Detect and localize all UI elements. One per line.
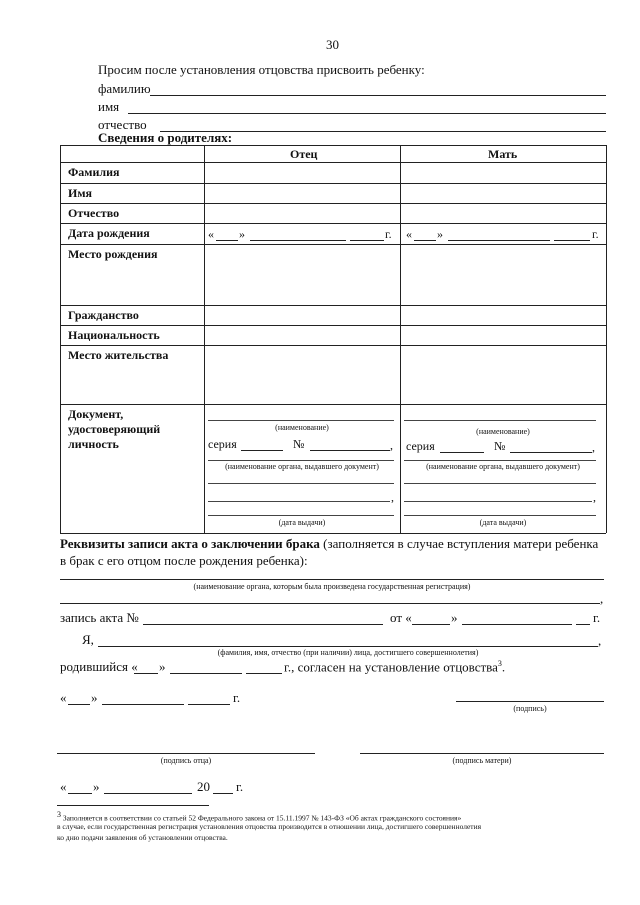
- father-number-field[interactable]: [310, 450, 390, 451]
- row-label-id-document-3: личность: [68, 437, 119, 451]
- signature-field[interactable]: [456, 701, 604, 702]
- row-line: [60, 183, 606, 184]
- father-series-field[interactable]: [241, 450, 283, 451]
- footnote-mark: 3: [57, 810, 61, 819]
- final-day-field[interactable]: [68, 793, 92, 794]
- parents-heading: Сведения о родителях:: [98, 130, 233, 145]
- consent-text-main: г., согласен на установление отцовства: [284, 659, 498, 675]
- header-father: Отец: [290, 147, 318, 161]
- mother-comma: ,: [592, 440, 595, 454]
- father-comma-2: ,: [391, 490, 394, 504]
- row-line: [60, 305, 606, 306]
- sign-day-field[interactable]: [68, 704, 90, 705]
- father-signature-field[interactable]: [57, 753, 315, 754]
- mother-birth-day-field[interactable]: [414, 240, 436, 241]
- registration-org-caption: (наименование органа, которым была произведена государственная регистрация): [193, 582, 471, 591]
- mother-birth-date-close: »: [437, 227, 443, 241]
- row-line: [60, 203, 606, 204]
- child-surname-label: фамилию: [98, 81, 151, 96]
- father-birth-year-field[interactable]: [350, 240, 384, 241]
- footnote-line-2: в случае, если государственная регистрация установления отцовства производится в отношении лица, достигшего совершеннолетия: [57, 822, 482, 831]
- father-issuer-field-3[interactable]: [208, 501, 390, 502]
- born-day-field[interactable]: [134, 673, 158, 674]
- sign-date-close: »: [91, 690, 98, 705]
- footnote-separator: [57, 805, 209, 806]
- header-mother: Мать: [488, 147, 518, 161]
- mother-issuer-field-3[interactable]: [404, 501, 592, 502]
- row-label-name: Имя: [68, 186, 92, 200]
- father-series-label: серия: [208, 437, 237, 451]
- row-line: [60, 244, 606, 245]
- sign-year-suffix: г.: [233, 690, 241, 705]
- final-date-close: »: [93, 779, 100, 794]
- father-signature-caption: (подпись отца): [160, 756, 212, 765]
- father-issuer-field[interactable]: [208, 460, 394, 461]
- row-label-id-document-1: Документ,: [68, 407, 124, 421]
- footnote-ref: 3: [497, 659, 502, 668]
- record-year-field[interactable]: [576, 624, 590, 625]
- mother-birth-year-field[interactable]: [554, 240, 590, 241]
- row-label-residence: Место жительства: [68, 348, 169, 362]
- row-label-nationality: Национальность: [68, 328, 160, 342]
- mother-issuer-caption: (наименование органа, выдавшего документ): [426, 462, 580, 471]
- father-birth-date-open: «: [208, 227, 214, 241]
- declarant-fio-caption: (фамилия, имя, отчество (при наличии) лица, достигшего совершеннолетия): [217, 648, 479, 657]
- record-label: запись акта №: [60, 610, 139, 625]
- record-day-field[interactable]: [412, 624, 450, 625]
- mother-signature-field[interactable]: [360, 753, 604, 754]
- child-surname-field[interactable]: [150, 95, 606, 96]
- row-label-birth-date: Дата рождения: [68, 226, 150, 240]
- record-date-close: »: [451, 610, 458, 625]
- mother-doc-name-caption: (наименование): [476, 427, 530, 436]
- row-line: [60, 223, 606, 224]
- sign-month-field[interactable]: [102, 704, 184, 705]
- consent-period: .: [501, 659, 506, 675]
- record-number-field[interactable]: [143, 624, 383, 625]
- mother-series-label: серия: [406, 439, 435, 453]
- final-year-field[interactable]: [213, 793, 233, 794]
- registration-org-comma: ,: [600, 591, 604, 606]
- final-year-prefix: 20: [197, 779, 210, 794]
- sign-year-field[interactable]: [188, 704, 230, 705]
- born-year-field[interactable]: [246, 673, 282, 674]
- record-month-field[interactable]: [462, 624, 572, 625]
- father-issue-date-caption: (дата выдачи): [278, 518, 326, 527]
- sign-date-open: «: [60, 690, 67, 705]
- born-label: родившийся «: [60, 659, 138, 674]
- declarant-fio-field[interactable]: [98, 646, 598, 647]
- father-issuer-caption: (наименование органа, выдавшего документ): [225, 462, 379, 471]
- child-name-label: имя: [98, 99, 120, 114]
- father-birth-year-suffix: г.: [385, 227, 392, 241]
- final-date-open: «: [60, 779, 67, 794]
- row-label-birth-place: Место рождения: [68, 247, 158, 261]
- row-line: [60, 345, 606, 346]
- footnote-line-1: [57, 810, 461, 823]
- father-issue-date-field[interactable]: [208, 515, 394, 516]
- record-year-suffix: г.: [593, 610, 601, 625]
- child-name-field[interactable]: [128, 113, 606, 114]
- final-year-suffix: г.: [236, 779, 244, 794]
- marriage-heading-line2: в брак с его отцом после рождения ребенка):: [60, 553, 308, 568]
- mother-series-field[interactable]: [440, 452, 484, 453]
- father-comma: ,: [390, 438, 393, 452]
- father-number-label: №: [293, 437, 305, 451]
- footnote-line-3: ко дню подачи заявления об установлении отцовства.: [57, 833, 228, 842]
- row-label-id-document-2: удостоверяющий: [68, 422, 161, 436]
- mother-birth-month-field[interactable]: [448, 240, 550, 241]
- born-date-close: »: [159, 659, 166, 674]
- mother-issue-date-field[interactable]: [404, 515, 596, 516]
- marriage-heading-bold: Реквизиты записи акта о заключении брака: [60, 536, 320, 551]
- mother-number-label: №: [494, 439, 506, 453]
- mother-signature-caption: (подпись матери): [452, 756, 512, 765]
- marriage-heading: [60, 536, 598, 552]
- father-birth-month-field[interactable]: [250, 240, 346, 241]
- mother-doc-name-field[interactable]: [404, 420, 596, 421]
- mother-birth-year-suffix: г.: [592, 227, 599, 241]
- table-border-bottom: [60, 533, 606, 534]
- mother-birth-date-open: «: [406, 227, 412, 241]
- consent-text: [284, 659, 505, 675]
- row-label-citizenship: Гражданство: [68, 308, 139, 322]
- row-line: [60, 404, 606, 405]
- mother-issuer-field[interactable]: [404, 460, 596, 461]
- registration-org-field-2[interactable]: [60, 603, 600, 604]
- father-doc-name-field[interactable]: [208, 420, 394, 421]
- i-label: Я,: [82, 632, 94, 647]
- mother-comma-2: ,: [593, 490, 596, 504]
- child-patronymic-label: отчество: [98, 117, 147, 132]
- row-line: [60, 162, 606, 163]
- born-month-field[interactable]: [170, 673, 242, 674]
- table-border-right: [606, 145, 607, 533]
- row-label-patronymic: Отчество: [68, 206, 120, 220]
- father-birth-date-close: »: [239, 227, 245, 241]
- marriage-heading-rest: (заполняется в случае вступления матери ребенка: [319, 536, 599, 551]
- father-birth-day-field[interactable]: [216, 240, 238, 241]
- intro-text: Просим после установления отцовства присвоить ребенку:: [98, 62, 425, 77]
- final-month-field[interactable]: [104, 793, 192, 794]
- mother-issuer-field-2[interactable]: [404, 483, 596, 484]
- row-line: [60, 325, 606, 326]
- page-number: 30: [326, 37, 339, 52]
- footnote-text-1: Заполняется в соответствии со статьей 52 Федерального закона от 15.11.1997 № 143-ФЗ «Об актах гражданского состояния»: [62, 813, 462, 823]
- declarant-comma: ,: [598, 633, 602, 648]
- table-border-top: [60, 145, 606, 146]
- row-label-surname: Фамилия: [68, 165, 120, 179]
- father-doc-name-caption: (наименование): [275, 423, 329, 432]
- signature-caption: (подпись): [513, 704, 547, 713]
- registration-org-field[interactable]: [60, 579, 604, 580]
- record-from-label: от «: [390, 610, 412, 625]
- father-issuer-field-2[interactable]: [208, 483, 394, 484]
- mother-issue-date-caption: (дата выдачи): [479, 518, 527, 527]
- mother-number-field[interactable]: [510, 452, 592, 453]
